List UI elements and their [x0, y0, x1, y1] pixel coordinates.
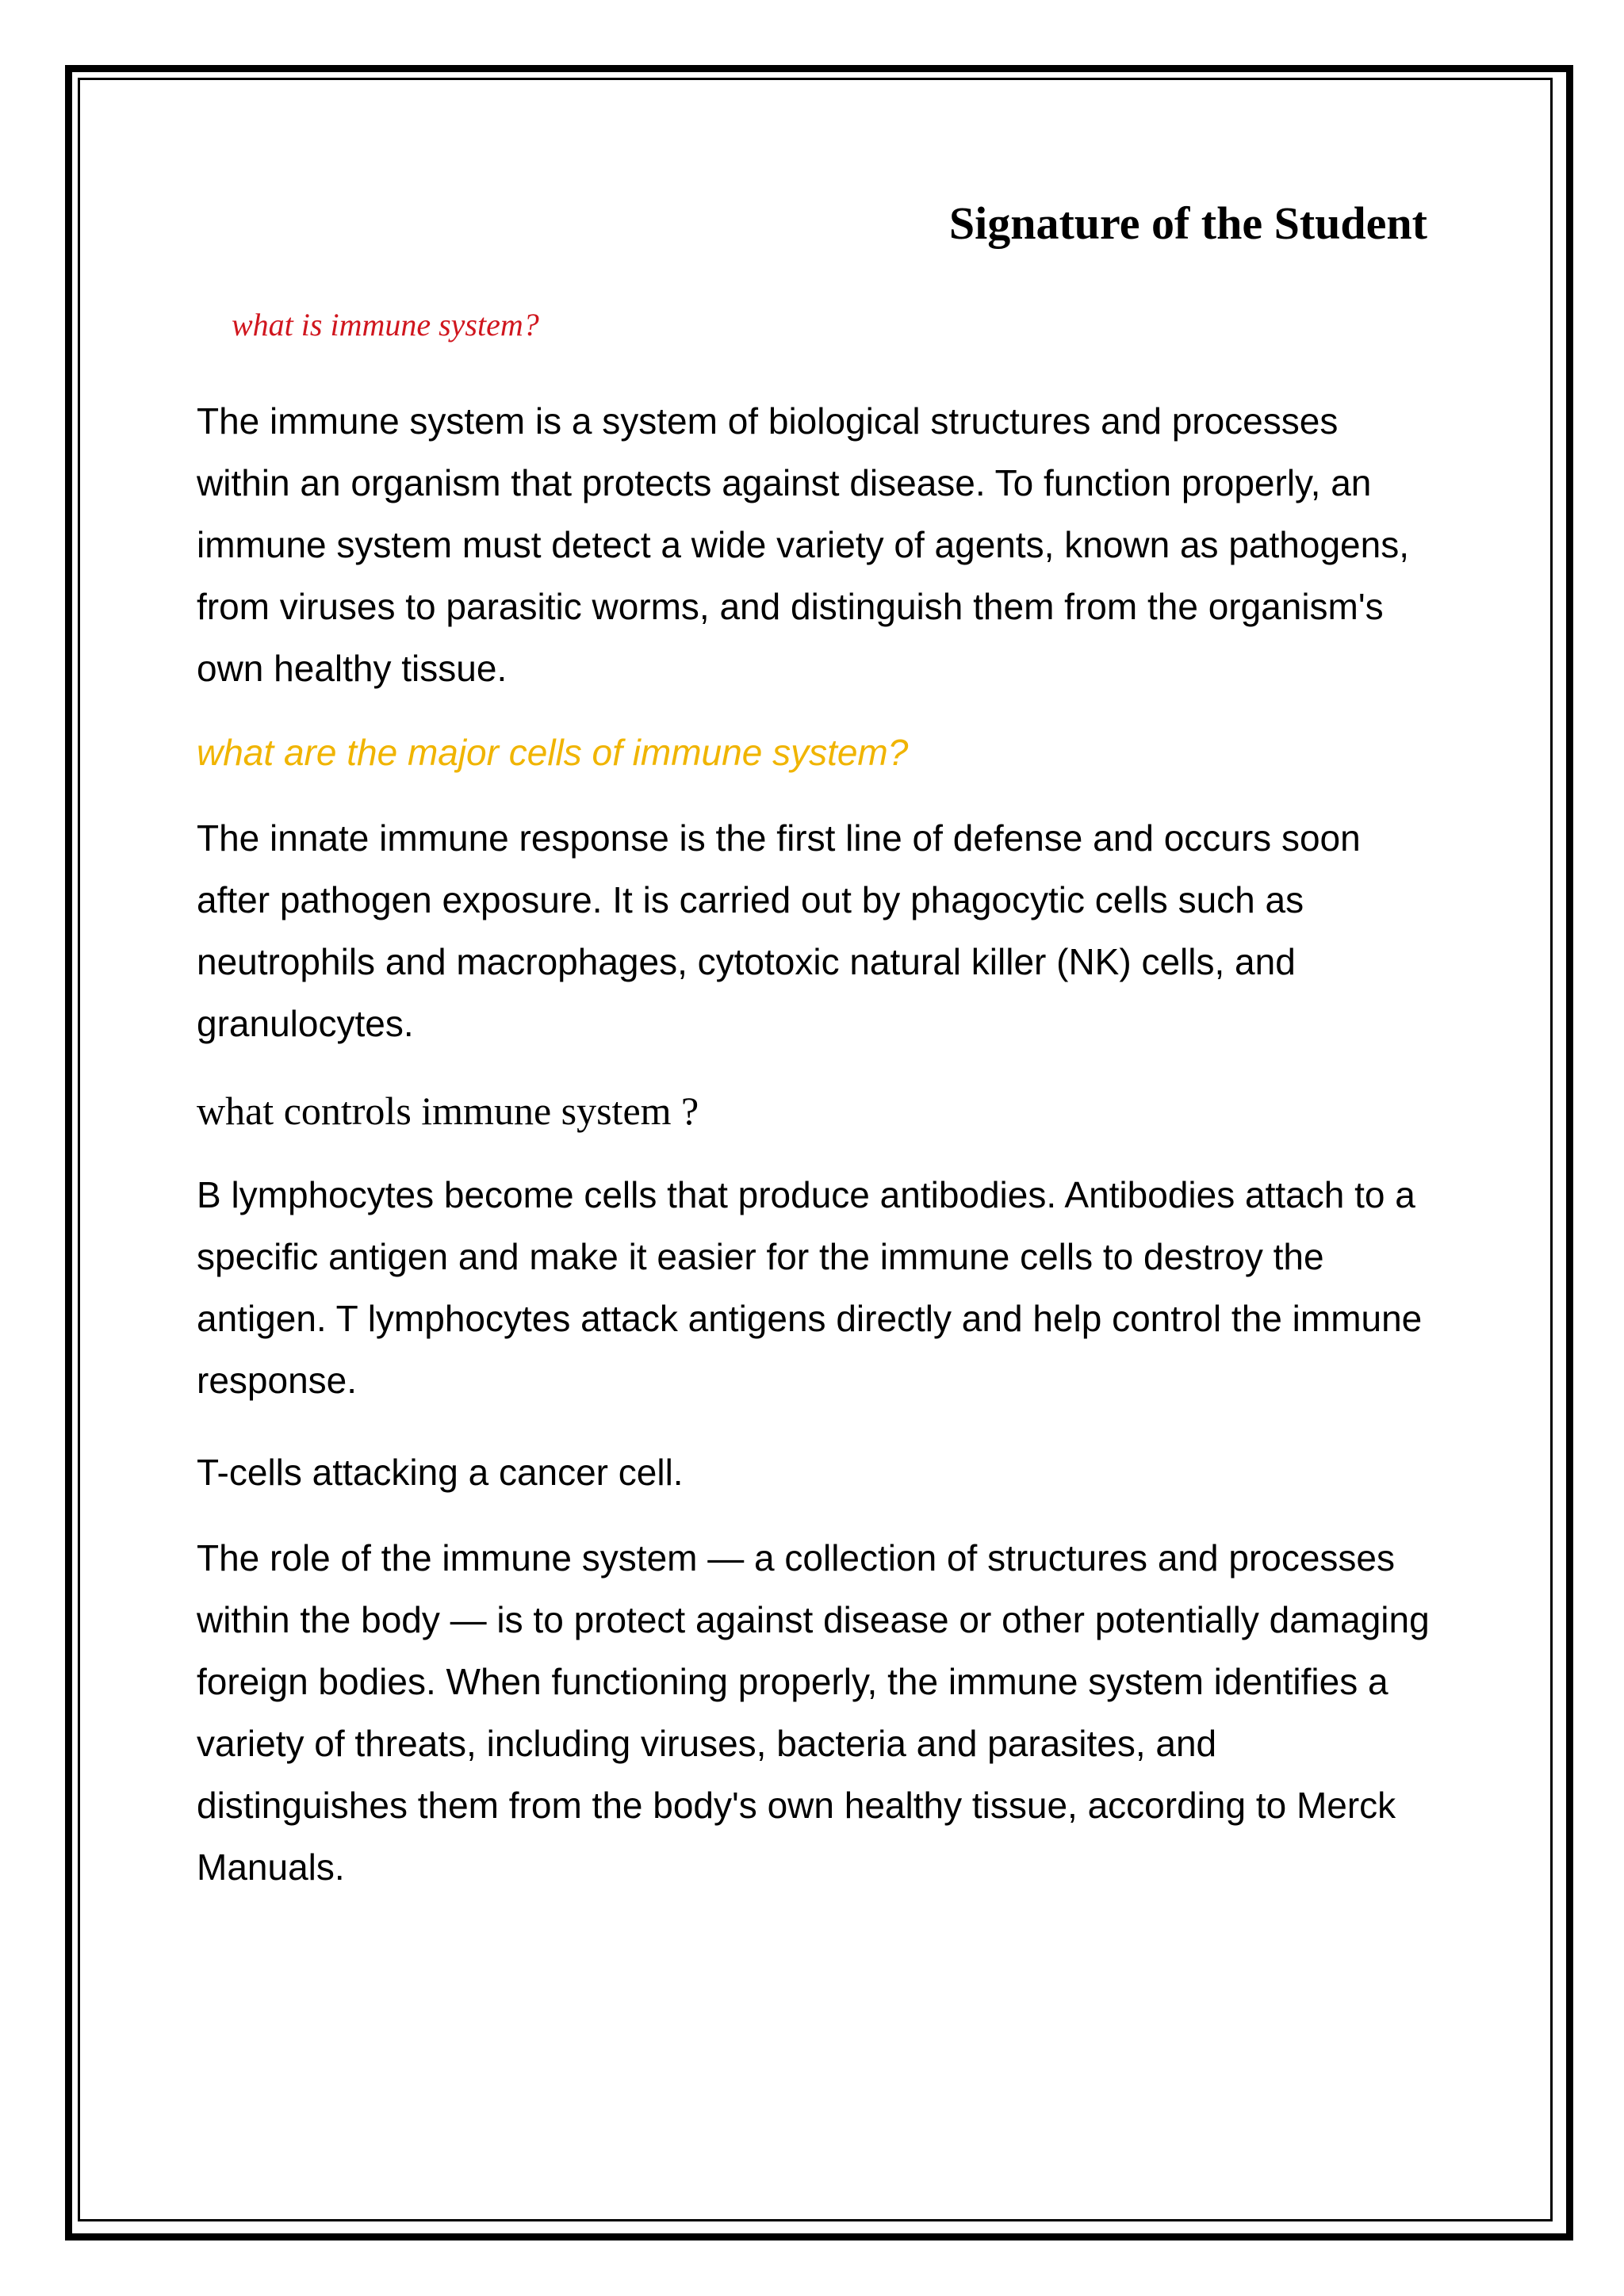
paragraph-t-cells: T-cells attacking a cancer cell. [197, 1452, 684, 1493]
question-what-is-immune-system: what is immune system? [232, 307, 539, 342]
signature-heading: Signature of the Student [948, 197, 1427, 249]
question-what-controls: what controls immune system ? [197, 1089, 699, 1133]
paragraph-role-of-immune-system: The role of the immune system — a collection of structures and processes within the body — is to protect against disease or other potentially damaging foreign bodies. When functioning properly, the immune system identifies a variety of threats, including viruses, bacteria and parasites, and distinguishes them from the body's own healthy tissue, according to Merck Manuals. [197, 1537, 1430, 1888]
paragraph-immune-system-definition: The immune system is a system of biological structures and processes within an organism that protects against disease. To function properly, an immune system must detect a wide variety of agents, known as pathogens, from viruses to parasitic worms, and distinguish them from the organism's own healthy tissue. [197, 400, 1409, 689]
paragraph-lymphocytes: B lymphocytes become cells that produce antibodies. Antibodies attach to a specific antigen and make it easier for the immune cells to destroy the antigen. T lymphocytes attack antigens directly and help control the immune response. [197, 1174, 1423, 1401]
paragraph-innate-immune-response: The innate immune response is the first line of defense and occurs soon after pathogen exposure. It is carried out by phagocytic cells such as neutrophils and macrophages, cytotoxic natural killer (NK) cells, and granulocytes. [197, 817, 1361, 1044]
question-major-cells: what are the major cells of immune system? [197, 732, 909, 773]
